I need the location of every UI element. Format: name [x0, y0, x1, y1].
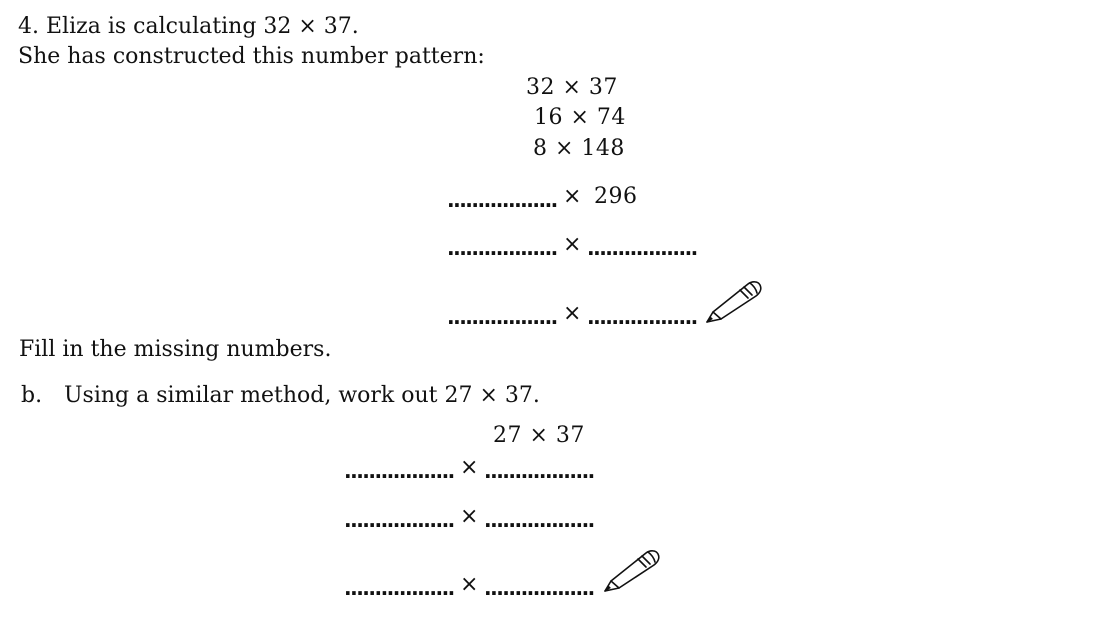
pen-icon [602, 546, 662, 594]
answer-blank-row5-left[interactable]: .................. [447, 236, 557, 260]
times-sign-row6: × [563, 301, 582, 326]
pattern-row-2: 16 × 74 [534, 105, 626, 130]
answer-blank-row5-right[interactable]: .................. [587, 236, 697, 260]
pattern-row-3: 8 × 148 [533, 136, 625, 161]
answer-blank-row6-right[interactable]: .................. [587, 305, 697, 329]
question-number: 4. [18, 14, 39, 39]
pattern-row-1: 32 × 37 [526, 75, 618, 100]
pen-icon [704, 277, 764, 325]
partb-times-sign-row1: × [460, 455, 479, 480]
partb-blank-row2-left[interactable]: .................. [344, 508, 454, 532]
partb-blank-row2-right[interactable]: .................. [484, 508, 594, 532]
partb-blank-row1-right[interactable]: .................. [484, 459, 594, 483]
answer-blank-row6-left[interactable]: .................. [447, 305, 557, 329]
part-b-text: Using a similar method, work out 27 × 37. [64, 383, 540, 408]
partb-times-sign-row2: × [460, 504, 479, 529]
partb-times-sign-row3: × [460, 572, 479, 597]
question-intro-line2: She has constructed this number pattern: [18, 44, 485, 69]
partb-blank-row1-left[interactable]: .................. [344, 459, 454, 483]
partb-blank-row3-right[interactable]: .................. [484, 576, 594, 600]
row4-right-value: 296 [594, 184, 638, 209]
part-b-label: b. [21, 383, 43, 408]
question-intro-line1 [18, 14, 359, 40]
partb-blank-row3-left[interactable]: .................. [344, 576, 454, 600]
times-sign-row4: × [563, 184, 582, 209]
question-intro-text: Eliza is calculating 32 × 37. [46, 14, 359, 39]
answer-blank-row4-left[interactable]: .................. [447, 188, 557, 212]
part-b-given: 27 × 37 [493, 423, 585, 448]
times-sign-row5: × [563, 232, 582, 257]
fill-instruction: Fill in the missing numbers. [19, 337, 332, 362]
